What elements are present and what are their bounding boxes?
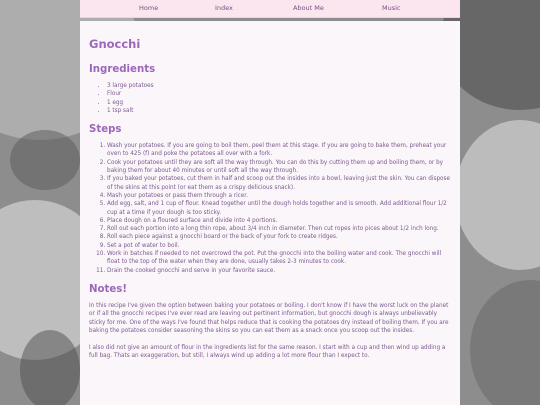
steps-heading: Steps: [89, 124, 122, 136]
step-item: 7. Roll out each portion into a long thin rope, about 3/4 inch in diameter. Then cut ropes into pices about 1/2 inch long.: [107, 225, 451, 233]
nav-home-link[interactable]: Home: [139, 4, 159, 12]
notes-paragraph: In this recipe I've given the option between baking your potatoes or boiling. I don't know if I have the worst luck on the planet or if all the gnocchi recipes I've ever read are leaving out pertinent information, but gnocchi dough is always unbelievably sticky for me. One of the ways I've found that helps reduce that is cooking the potatoes dry instead of boiling them. If you are baking the potatoes consider seasoning the skins so you can eat them as a snack once you scoop out the insides.: [89, 302, 449, 335]
recipe-content-card: [80, 21, 460, 405]
top-navigation-bar: [80, 0, 460, 18]
ingredient-item: • 1 tsp salt: [107, 107, 451, 115]
step-item: 3. If you baked your potatoes, cut them in half and scoop out the insides into a bowl, leaving just the skin. You can dispose of the skins at this point (or eat them as a crispy delicious snack).: [107, 175, 451, 192]
ingredients-heading: Ingredients: [89, 64, 156, 75]
step-item: 9. Set a pot of water to boil.: [107, 242, 451, 250]
notes-heading: Notes!: [89, 283, 128, 295]
ingredients-list: [89, 82, 451, 115]
nav-music-link[interactable]: Music: [382, 4, 401, 12]
step-item: 8. Roll each piece against a gnocchi board or the back of your fork to create ridges.: [107, 233, 451, 241]
step-item: 6. Place dough on a floured surface and divide into 4 portions.: [107, 217, 451, 225]
ingredient-item: • 3 large potatoes: [107, 82, 451, 90]
steps-list: [89, 142, 451, 275]
step-item: 1. Wash your potatoes. If you are going to boil them, peel them at this stage. If you are going to bake them, preheat your oven to 425 (f) and poke the potatoes all over with a fork.: [107, 142, 451, 159]
step-item: 5. Add egg, salt, and 1 cup of flour. Knead together until the dough holds together and is smooth. Add additional flour 1/2 cup at a time if your dough is too sticky.: [107, 200, 451, 217]
step-item: 11. Drain the cooked gnocchi and serve in your favorite sauce.: [107, 267, 451, 275]
step-item: 4. Mash your potatoes or pass them through a ricer.: [107, 192, 451, 200]
nav-index-link[interactable]: Index: [215, 4, 233, 12]
step-item: 10. Work in batches if needed to not overcrowd the pot. Put the gnocchi into the boiling water and cook. The gnocchi will float to the top of the water when they are done, usually takes 2-3 minutes to cook.: [107, 250, 451, 267]
ingredient-item: • 1 egg: [107, 99, 451, 107]
recipe-title: Gnocchi: [89, 37, 141, 51]
nav-about-link[interactable]: About Me: [293, 4, 324, 12]
ingredient-item: • Flour: [107, 90, 451, 98]
step-item: 2. Cook your potatoes until they are soft all the way through. You can do this by cutting them up and boiling them, or by baking them for about 40 minutes or until soft all the way through.: [107, 159, 451, 176]
notes-paragraph: I also did not give an amount of flour in the ingredients list for the same reason. I start with a cup and then wind up adding a full bag. Thats an exaggeration, but still, I always wind up adding a lot more flour than I expect to.: [89, 344, 446, 359]
